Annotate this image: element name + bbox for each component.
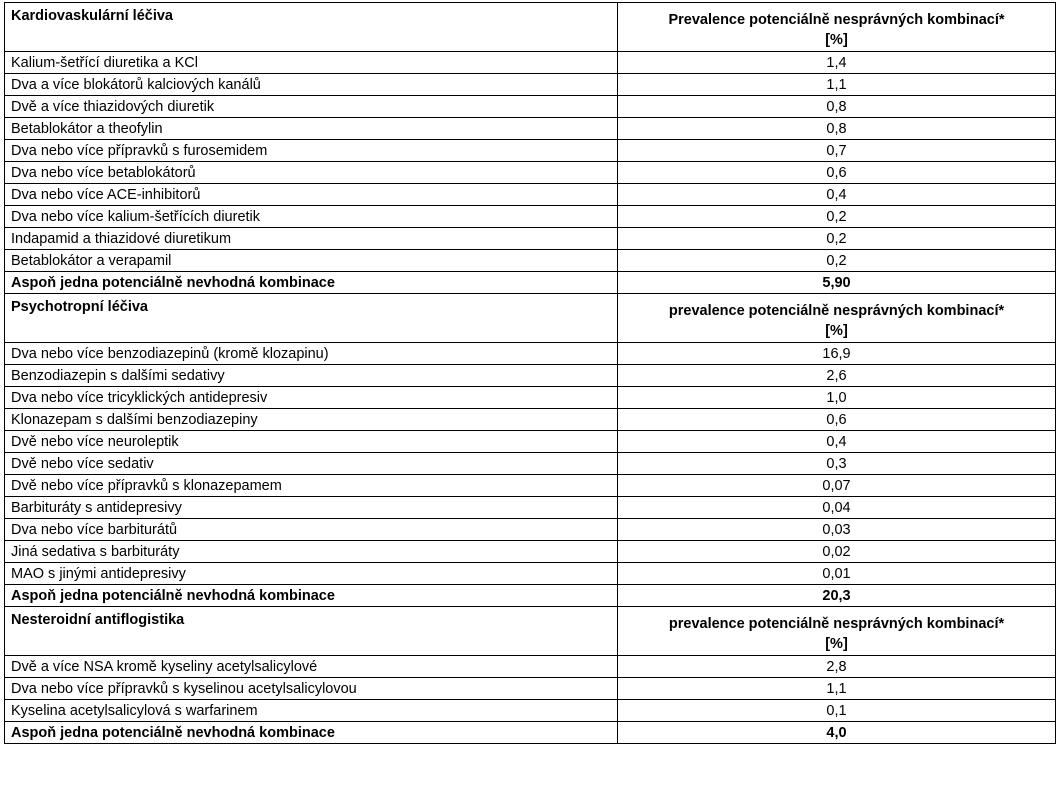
combination-label: Klonazepam s dalšími benzodiazepiny (5, 409, 618, 431)
combination-label: Dva nebo více tricyklických antidepresiv (5, 387, 618, 409)
table-row (5, 184, 1056, 206)
prevalence-table (4, 2, 1056, 744)
prevalence-value: 0,1 (618, 700, 1056, 722)
table-row (5, 206, 1056, 228)
combination-label: Dvě nebo více přípravků s klonazepamem (5, 475, 618, 497)
prevalence-value: 0,2 (618, 206, 1056, 228)
combination-label: Dva nebo více betablokátorů (5, 162, 618, 184)
table-row (5, 409, 1056, 431)
combination-label: Dva nebo více přípravků s kyselinou acetylsalicylovou (5, 678, 618, 700)
section-title: Psychotropní léčiva (5, 294, 618, 343)
prevalence-value: 0,4 (618, 431, 1056, 453)
prevalence-value: 1,0 (618, 387, 1056, 409)
prevalence-value: 0,01 (618, 563, 1056, 585)
table-row (5, 700, 1056, 722)
prevalence-value: 0,6 (618, 409, 1056, 431)
total-label: Aspoň jedna potenciálně nevhodná kombinace (5, 272, 618, 294)
prevalence-value: 2,8 (618, 656, 1056, 678)
total-row (5, 585, 1056, 607)
section-header-row (5, 607, 1056, 656)
prevalence-value: 0,7 (618, 140, 1056, 162)
combination-label: Dvě nebo více sedativ (5, 453, 618, 475)
table-row (5, 497, 1056, 519)
table-body (5, 3, 1056, 744)
total-row (5, 722, 1056, 744)
combination-label: Benzodiazepin s dalšími sedativy (5, 365, 618, 387)
table-row (5, 519, 1056, 541)
prevalence-value: 0,03 (618, 519, 1056, 541)
prevalence-value: 0,04 (618, 497, 1056, 519)
table-row (5, 475, 1056, 497)
column-header-unit: [%] (825, 636, 848, 652)
prevalence-value: 0,8 (618, 96, 1056, 118)
table-row (5, 118, 1056, 140)
column-header (618, 607, 1056, 656)
table-row (5, 431, 1056, 453)
table-row (5, 387, 1056, 409)
prevalence-value: 0,07 (618, 475, 1056, 497)
combination-label: MAO s jinými antidepresivy (5, 563, 618, 585)
combination-label: Dva nebo více benzodiazepinů (kromě klozapinu) (5, 343, 618, 365)
column-header-text: prevalence potenciálně nesprávných kombinací* (668, 616, 1005, 632)
combination-label: Dvě a více NSA kromě kyseliny acetylsalicylové (5, 656, 618, 678)
column-header-text: prevalence potenciálně nesprávných kombinací* (668, 303, 1005, 319)
section-header-row (5, 294, 1056, 343)
total-label: Aspoň jedna potenciálně nevhodná kombinace (5, 585, 618, 607)
combination-label: Jiná sedativa s barbituráty (5, 541, 618, 563)
prevalence-value: 1,1 (618, 74, 1056, 96)
prevalence-value: 0,3 (618, 453, 1056, 475)
combination-label: Betablokátor a theofylin (5, 118, 618, 140)
table-row (5, 162, 1056, 184)
combination-label: Dva a více blokátorů kalciových kanálů (5, 74, 618, 96)
table-row (5, 228, 1056, 250)
table-row (5, 140, 1056, 162)
combination-label: Barbituráty s antidepresivy (5, 497, 618, 519)
combination-label: Dva nebo více ACE-inhibitorů (5, 184, 618, 206)
combination-label: Dva nebo více kalium-šetřících diuretik (5, 206, 618, 228)
total-value: 4,0 (618, 722, 1056, 744)
prevalence-value: 1,1 (618, 678, 1056, 700)
total-value: 20,3 (618, 585, 1056, 607)
combination-label: Indapamid a thiazidové diuretikum (5, 228, 618, 250)
section-title: Nesteroidní antiflogistika (5, 607, 618, 656)
total-row (5, 272, 1056, 294)
table-row (5, 365, 1056, 387)
column-header (618, 3, 1056, 52)
prevalence-value: 0,2 (618, 250, 1056, 272)
total-label: Aspoň jedna potenciálně nevhodná kombinace (5, 722, 618, 744)
table-row (5, 96, 1056, 118)
table-row (5, 453, 1056, 475)
column-header (618, 294, 1056, 343)
combination-label: Betablokátor a verapamil (5, 250, 618, 272)
prevalence-value: 0,8 (618, 118, 1056, 140)
column-header-text: Prevalence potenciálně nesprávných kombinací* (668, 12, 1005, 28)
section-title: Kardiovaskulární léčiva (5, 3, 618, 52)
table-row (5, 678, 1056, 700)
combination-label: Dva nebo více barbiturátů (5, 519, 618, 541)
combination-label: Dvě nebo více neuroleptik (5, 431, 618, 453)
column-header-unit: [%] (825, 323, 848, 339)
combination-label: Dva nebo více přípravků s furosemidem (5, 140, 618, 162)
table-row (5, 250, 1056, 272)
total-value: 5,90 (618, 272, 1056, 294)
table-row (5, 343, 1056, 365)
prevalence-value: 0,02 (618, 541, 1056, 563)
combination-label: Kalium-šetřící diuretika a KCl (5, 52, 618, 74)
combination-label: Dvě a více thiazidových diuretik (5, 96, 618, 118)
table-row (5, 656, 1056, 678)
table-row (5, 74, 1056, 96)
table-row (5, 541, 1056, 563)
table-row (5, 52, 1056, 74)
prevalence-value: 0,6 (618, 162, 1056, 184)
column-header-unit: [%] (825, 32, 848, 48)
combination-label: Kyselina acetylsalicylová s warfarinem (5, 700, 618, 722)
table-row (5, 563, 1056, 585)
prevalence-value: 16,9 (618, 343, 1056, 365)
prevalence-value: 0,4 (618, 184, 1056, 206)
section-header-row (5, 3, 1056, 52)
prevalence-value: 2,6 (618, 365, 1056, 387)
prevalence-value: 0,2 (618, 228, 1056, 250)
prevalence-value: 1,4 (618, 52, 1056, 74)
